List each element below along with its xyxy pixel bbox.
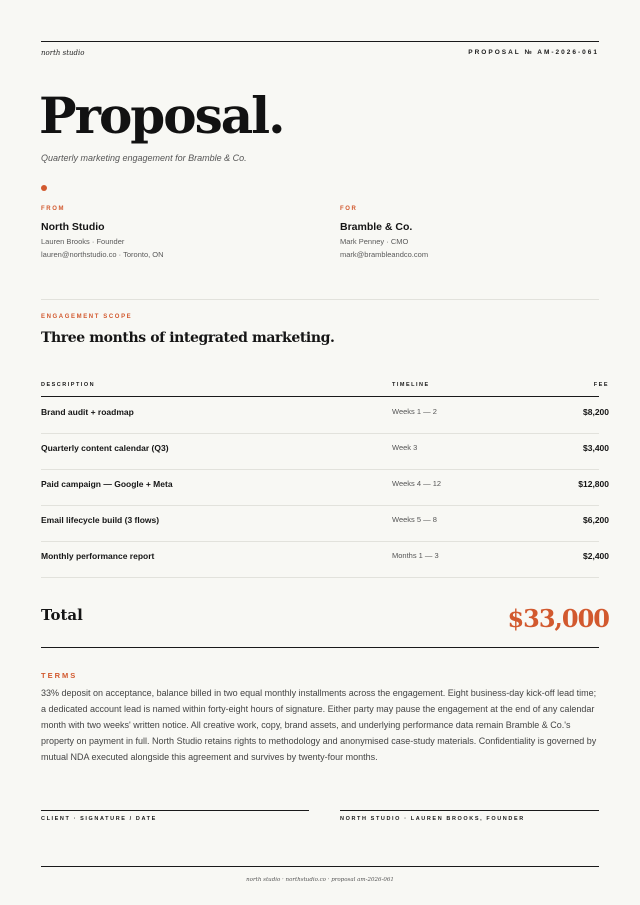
row-description: Email lifecycle build (3 flows): [41, 515, 160, 525]
row-fee: $12,800: [578, 479, 609, 489]
page-title: Proposal.: [39, 86, 284, 145]
terms-body: 33% deposit on acceptance, balance billed in two equal monthly installments across the engagement. Eight business-day kick-off lead time; a dedicated account lead is named within forty-eight hours of signature. Either party may pause the engagement at the end of any calendar month with two weeks' written notice. All creative work, copy, brand assets, and underlying performance data remain Bramble & Co.'s property on payment in full. North Studio retains rights to methodology and anonymised case-study materials. Confidentiality is governed by mutual NDA executed alongside this agreement and survives by twenty-four months.: [41, 688, 597, 762]
table-row: [41, 433, 609, 470]
row-fee: $8,200: [583, 407, 609, 417]
table-row: [41, 541, 609, 578]
row-description: Paid campaign — Google + Meta: [41, 479, 173, 489]
for-contact: Mark Penney · CMO: [340, 237, 409, 246]
from-block: [41, 206, 164, 259]
terms-label: TERMS: [41, 671, 78, 680]
column-header-fee: FEE: [593, 382, 609, 388]
row-description: Monthly performance report: [41, 551, 155, 561]
total-label: Total: [41, 606, 83, 624]
column-header-description: DESCRIPTION: [41, 382, 96, 388]
for-email: mark@brambleandco.com: [340, 250, 429, 259]
footer-rule: [41, 866, 599, 867]
total-value: $33,000: [507, 604, 609, 633]
from-contact: Lauren Brooks · Founder: [41, 237, 125, 246]
top-rule: [41, 41, 599, 42]
row-timeline: Weeks 5 — 8: [392, 515, 437, 524]
column-header-timeline: TIMELINE: [392, 382, 430, 388]
table-row: [41, 469, 609, 506]
scope-label: ENGAGEMENT SCOPE: [41, 314, 133, 320]
footer-text: north studio · northstudio.co · proposal am-2026-061: [246, 877, 394, 883]
row-description: Brand audit + roadmap: [41, 407, 134, 417]
from-email: lauren@northstudio.co · Toronto, ON: [41, 250, 164, 259]
row-timeline: Week 3: [392, 443, 418, 452]
section-divider: [41, 299, 599, 300]
row-fee: $2,400: [583, 551, 609, 561]
row-description: Quarterly content calendar (Q3): [41, 443, 169, 453]
studio-signature-line[interactable]: [340, 810, 599, 831]
table-row: [41, 397, 609, 434]
row-timeline: Months 1 — 3: [392, 551, 439, 560]
from-name: North Studio: [41, 221, 105, 233]
total-rule: [41, 647, 599, 648]
accent-dot: [41, 185, 47, 191]
table-row: [41, 505, 609, 542]
for-label: FOR: [340, 206, 358, 212]
client-signature-line[interactable]: [41, 810, 309, 831]
studio-signature-label: NORTH STUDIO · LAUREN BROOKS, FOUNDER: [340, 816, 525, 822]
brand-name: north studio: [41, 49, 85, 57]
for-name: Bramble & Co.: [340, 221, 413, 233]
scope-title: Three months of integrated marketing.: [41, 330, 335, 346]
row-fee: $6,200: [583, 515, 609, 525]
row-timeline: Weeks 1 — 2: [392, 407, 437, 416]
for-block: [340, 206, 428, 259]
row-fee: $3,400: [583, 443, 609, 453]
proposal-page: [39, 0, 609, 905]
client-signature-label: CLIENT · SIGNATURE / DATE: [41, 816, 157, 822]
page-subtitle: Quarterly marketing engagement for Bramble & Co.: [41, 153, 247, 163]
from-label: FROM: [41, 206, 66, 212]
row-timeline: Weeks 4 — 12: [392, 479, 442, 488]
proposal-reference: PROPOSAL № AM-2026-061: [468, 49, 599, 56]
